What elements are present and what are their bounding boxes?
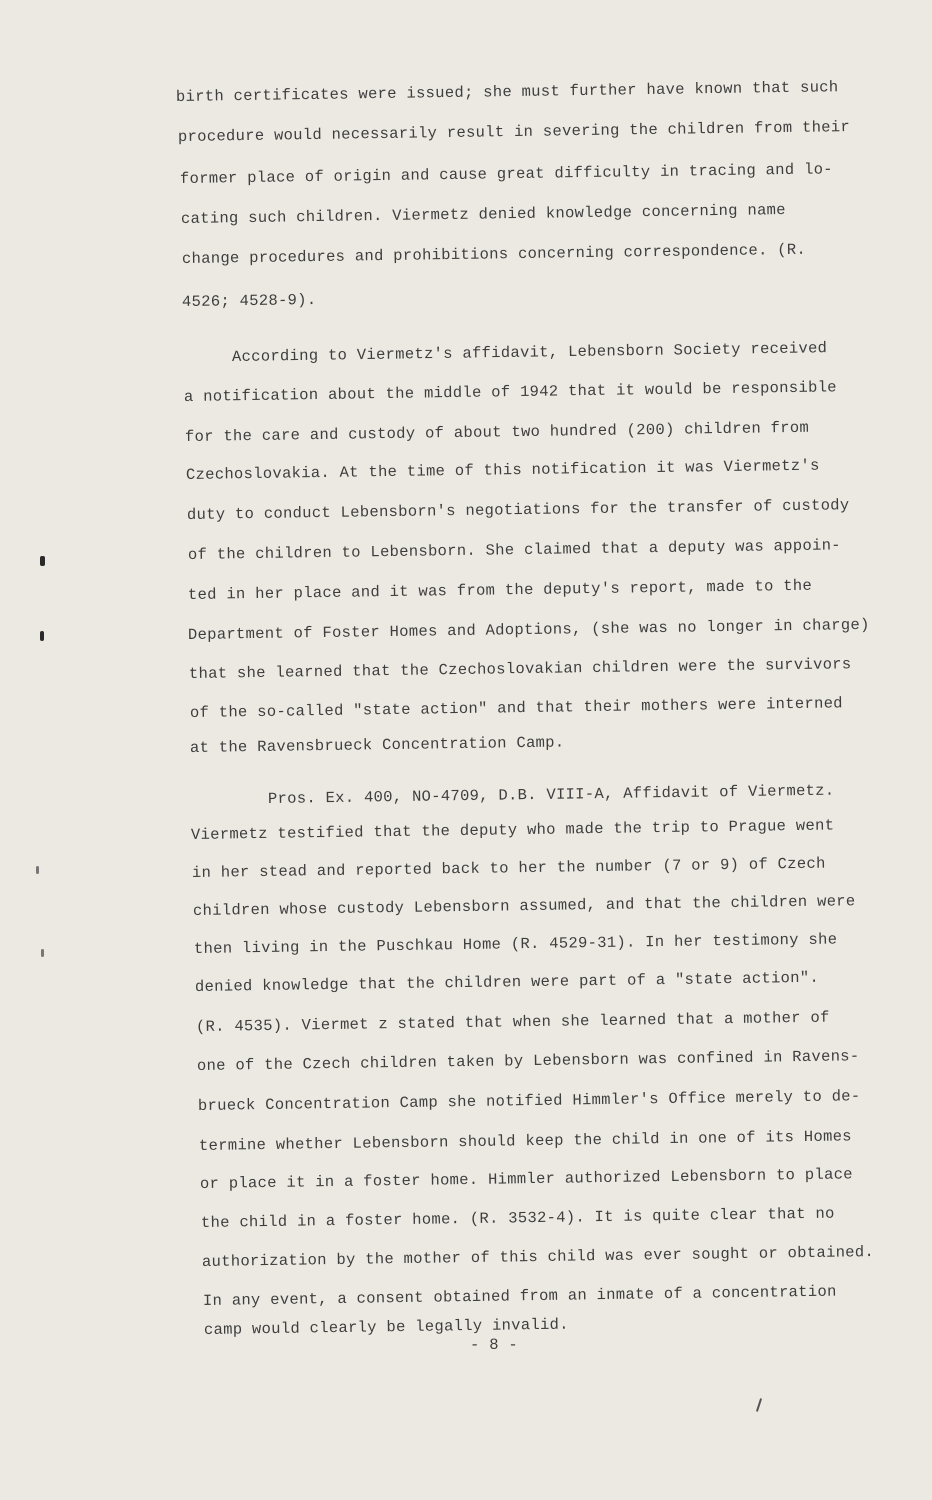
text-line: Department of Foster Homes and Adoptions, (she was no longer in charge) (187, 615, 870, 644)
text-line: birth certificates were issued; she must further have known that such (175, 78, 839, 106)
text-line: authorization by the mother of this child was ever sought or obtained. (201, 1243, 875, 1271)
text-line: of the so-called "state action" and that their mothers were interned (189, 694, 843, 722)
text-line: at the Ravensbrueck Concentration Camp. (189, 733, 565, 757)
text-line: Czechoslovakia. At the time of this notification it was Viermetz's (185, 456, 820, 484)
text-line: According to Viermetz's affidavit, Lebensborn Society received (231, 339, 828, 366)
text-line: Viermetz testified that the deputy who made the trip to Prague went (190, 816, 835, 844)
page-number: - 8 - (470, 1336, 519, 1354)
text-line: denied knowledge that the children were part of a "state action". (194, 968, 820, 996)
pencil-mark (756, 1398, 762, 1412)
text-line: Pros. Ex. 400, NO-4709, D.B. VIII-A, Affidavit of Viermetz. (267, 781, 835, 808)
text-line: former place of origin and cause great difficulty in tracing and lo- (179, 160, 833, 188)
text-line: camp would clearly be legally invalid. (203, 1315, 569, 1339)
text-line: one of the Czech children taken by Lebensborn was confined in Ravens- (196, 1047, 860, 1075)
text-line: children whose custody Lebensborn assumed, and that the children were (192, 892, 856, 920)
text-line: of the children to Lebensborn. She claimed that a deputy was appoin- (187, 536, 841, 564)
text-line: then living in the Puschkau Home (R. 4529-31). In her testimony she (193, 930, 838, 958)
text-line: 4526; 4528-9). (181, 291, 317, 311)
text-line: duty to conduct Lebensborn's negotiations for the transfer of custody (186, 496, 850, 524)
text-line: cating such children. Viermetz denied knowledge concerning name (180, 201, 786, 228)
text-line: that she learned that the Czechoslovakian children were the survivors (188, 655, 852, 683)
scan-speck (41, 949, 44, 957)
text-line: ted in her place and it was from the deputy's report, made to the (187, 576, 813, 604)
text-line: in her stead and reported back to her the number (7 or 9) of Czech (191, 854, 826, 882)
text-line: or place it in a foster home. Himmler authorized Lebensborn to place (199, 1165, 853, 1193)
text-line: the child in a foster home. (R. 3532-4). It is quite clear that no (200, 1204, 835, 1232)
scan-speck (40, 556, 45, 566)
text-line: brueck Concentration Camp she notified Himmler's Office merely to de- (197, 1087, 861, 1115)
text-line: a notification about the middle of 1942 that it would be responsible (183, 378, 837, 406)
scan-speck (40, 631, 44, 641)
text-line: In any event, a consent obtained from an inmate of a concentration (202, 1282, 837, 1310)
scan-speck (36, 866, 39, 874)
text-line: change procedures and prohibitions concerning correspondence. (R. (181, 240, 807, 268)
text-line: procedure would necessarily result in severing the children from their (177, 118, 851, 146)
text-line: (R. 4535). Viermet z stated that when she learned that a mother of (195, 1008, 830, 1036)
text-line: termine whether Lebensborn should keep the child in one of its Homes (198, 1127, 852, 1155)
text-line: for the care and custody of about two hundred (200) children from (184, 418, 810, 446)
